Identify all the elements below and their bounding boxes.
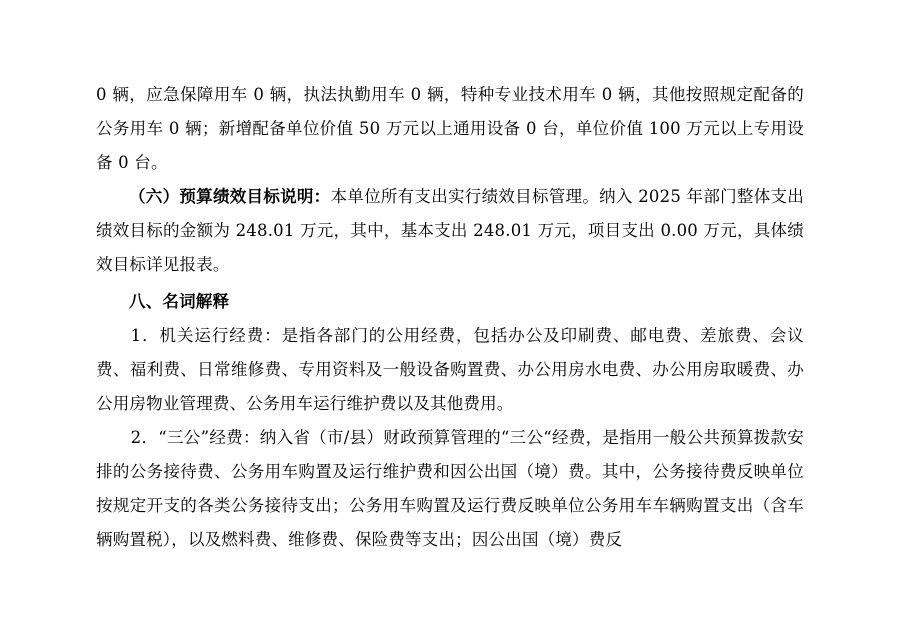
- budget-performance-goal-text: 本单位所有支出实行绩效目标管理。纳入 2025 年部门整体支出绩效目标的金额为 248.01 万元，其中，基本支出 248.01 万元，项目支出 0.00 万元，具体绩效目标详见报表。: [96, 187, 804, 274]
- paragraph-term-1-operating-funds: [96, 319, 804, 421]
- section-heading-text: 八、名词解释: [129, 292, 230, 311]
- document-body: [96, 78, 804, 557]
- budget-performance-goal-label: （六）预算绩效目标说明：: [129, 187, 331, 206]
- paragraph-text: 2．“三公”经费：纳入省（市/县）财政预算管理的“三公“经费，是指用一般公共预算拨款安排的公务接待费、公务用车购置及运行维护费和因公出国（境）费。其中，公务接待费反映单位按规定开支的各类公务接待支出；公务用车购置及运行费反映单位公务用车车辆购置支出（含车辆购置税），以及燃料费、维修费、保险费等支出；因公出国（境）费反: [96, 428, 804, 549]
- paragraph-budget-performance-goal: [96, 180, 804, 282]
- section-heading-terms: [96, 285, 804, 319]
- paragraph-term-2-three-public: [96, 421, 804, 557]
- paragraph-vehicles-equipment: [96, 78, 804, 180]
- paragraph-text: 1．机关运行经费：是指各部门的公用经费，包括办公及印刷费、邮电费、差旅费、会议费、福利费、日常维修费、专用资料及一般设备购置费、办公用房水电费、办公用房取暖费、办公用房物业管理费、公务用车运行维护费以及其他费用。: [96, 326, 804, 413]
- paragraph-text: 0 辆，应急保障用车 0 辆，执法执勤用车 0 辆，特种专业技术用车 0 辆，其他按照规定配备的公务用车 0 辆；新增配备单位价值 50 万元以上通用设备 0 台，单位价值 100 万元以上专用设备 0 台。: [96, 85, 804, 172]
